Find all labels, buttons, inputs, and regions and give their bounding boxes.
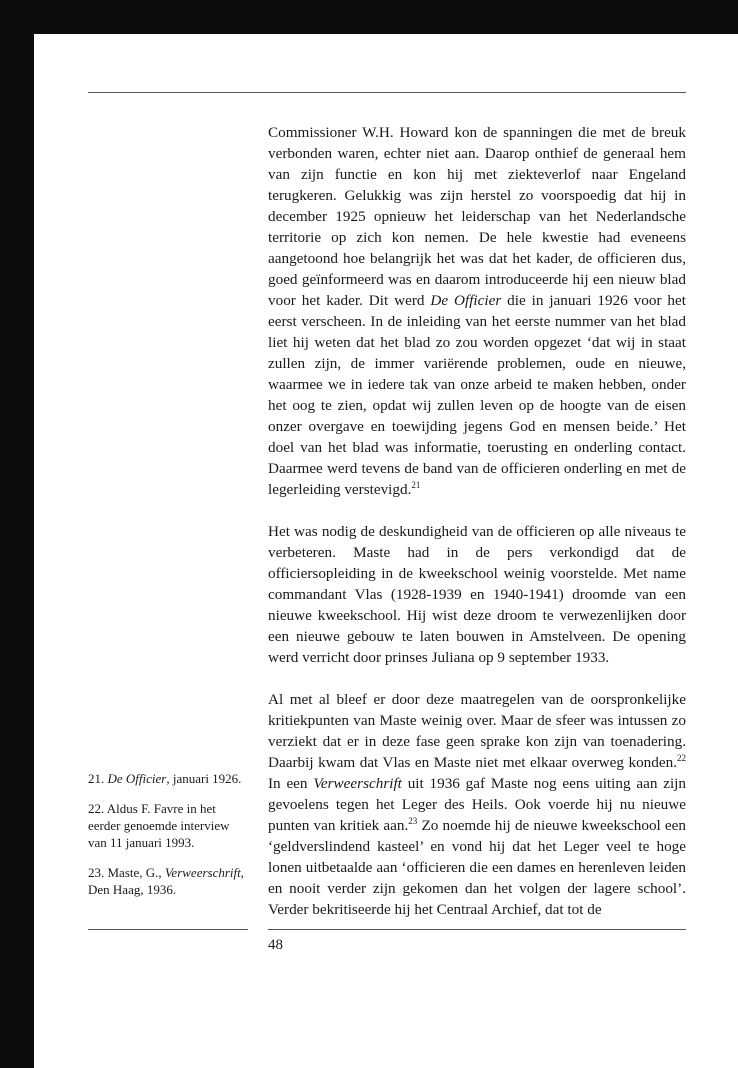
note-23: [88, 864, 250, 898]
p3-text-d: Zo noemde hij de nieuwe kweekschool een ‘geldverslindend kasteel’ en vond hij dat het Leger veel te hoge lonen uitbetaalde aan ‘officieren die een dames en herenleven leiden en nooit verder zijn gekomen dan het volgen der lagere school’. Verder bekritiseerde hij het Centraal Archief, dat tot de: [268, 817, 687, 918]
journal-title: De Officier: [430, 292, 502, 309]
p3-text-c: uit 1936 gaf Maste nog eens uiting aan zijn gevoelens tegen het Leger des Heils. Ook voerde hij nu nieuwe punten van kritiek aan.: [268, 775, 686, 834]
note-23-rest: , Den Haag, 1936.: [88, 865, 244, 897]
bottom-rule-left: [88, 929, 248, 930]
footnote-ref-22: 22: [677, 753, 686, 763]
side-notes: [88, 770, 250, 911]
note-23-pre: 23. Maste, G.,: [88, 865, 165, 880]
note-21-number: 21.: [88, 771, 105, 786]
p1-text-a: Commissioner W.H. Howard kon de spanningen die met de breuk verbonden waren, echter niet aan. Daarop onthief de generaal hem van zijn functie en kon hij met ziekteverlof naar Engeland terugkeren. Gelukkig was zijn herstel zo voorspoedig dat hij in december 1925 opnieuw het leiderschap van het Nederlandsche territorie op zich kon nemen. De hele kwestie had eveneens aangetoond hoe belangrijk het was dat het kader, de officieren dus, goed geïnformeerd was en daarom introduceerde hij een nieuw blad voor het kader. Dit werd: [268, 124, 686, 309]
note-22: 22. Aldus F. Favre in het eerder genoemde interview van 11 januari 1993.: [88, 801, 230, 850]
scan-border-top: [0, 0, 738, 34]
p1-text-b: die in januari 1926 voor het eerst verscheen. In de inleiding van het eerste nummer van het blad liet hij weten dat het blad zo zou worden opgezet ‘dat wij in staat zullen zijn, de immer variërende problemen, oude en nieuwe, waarmee we in iedere tak van onze arbeid te maken hebben, onder het oog te zien, opdat wij zullen leven op de hoogte van de eisen onzer overgave en toewijding jegens God en mensen beide.’ Het doel van het blad was informatie, toerusting en onderling contact. Daarmee werd tevens de band van de officieren onderling en met de legerleiding verstevigd.: [268, 292, 686, 498]
scan-border-left: [0, 0, 34, 1068]
note-21-title: De Officier: [107, 771, 167, 786]
top-rule: [88, 92, 686, 93]
footnote-ref-21: 21: [411, 480, 421, 490]
body-text: [268, 122, 686, 920]
footnote-ref-23: 23: [408, 816, 418, 826]
paragraph-1: [268, 122, 686, 500]
note-21: [88, 770, 250, 787]
note-23-title: Verweerschrift: [164, 865, 241, 880]
note-21-rest: , januari 1926.: [166, 771, 242, 786]
paragraph-3: [268, 689, 686, 920]
work-title: Verweerschrift: [313, 775, 402, 792]
page-number: 48: [268, 937, 283, 953]
p3-text-a: Al met al bleef er door deze maatregelen van de oorspronkelijke kritiekpunten van Maste weinig over. Maar de sfeer was intussen zo verziekt dat er in deze fase geen sprake kon zijn van toenadering. Daarbij kwam dat Vlas en Maste niet met elkaar overweg konden.: [268, 691, 686, 771]
p3-text-b: In een: [268, 775, 314, 792]
bottom-rule-right: [268, 929, 686, 930]
paragraph-2: Het was nodig de deskundigheid van de officieren op alle niveaus te verbeteren. Maste had in de pers verkondigd dat de officiersopleiding in de kweekschool weinig voorstelde. Met name commandant Vlas (1928-1939 en 1940-1941) droomde van een nieuwe kweekschool. Hij wist deze droom te verwezenlijken door een nieuwe gebouw te laten bouwen in Amstelveen. De opening werd verricht door prinses Juliana op 9 september 1933.: [268, 523, 686, 666]
